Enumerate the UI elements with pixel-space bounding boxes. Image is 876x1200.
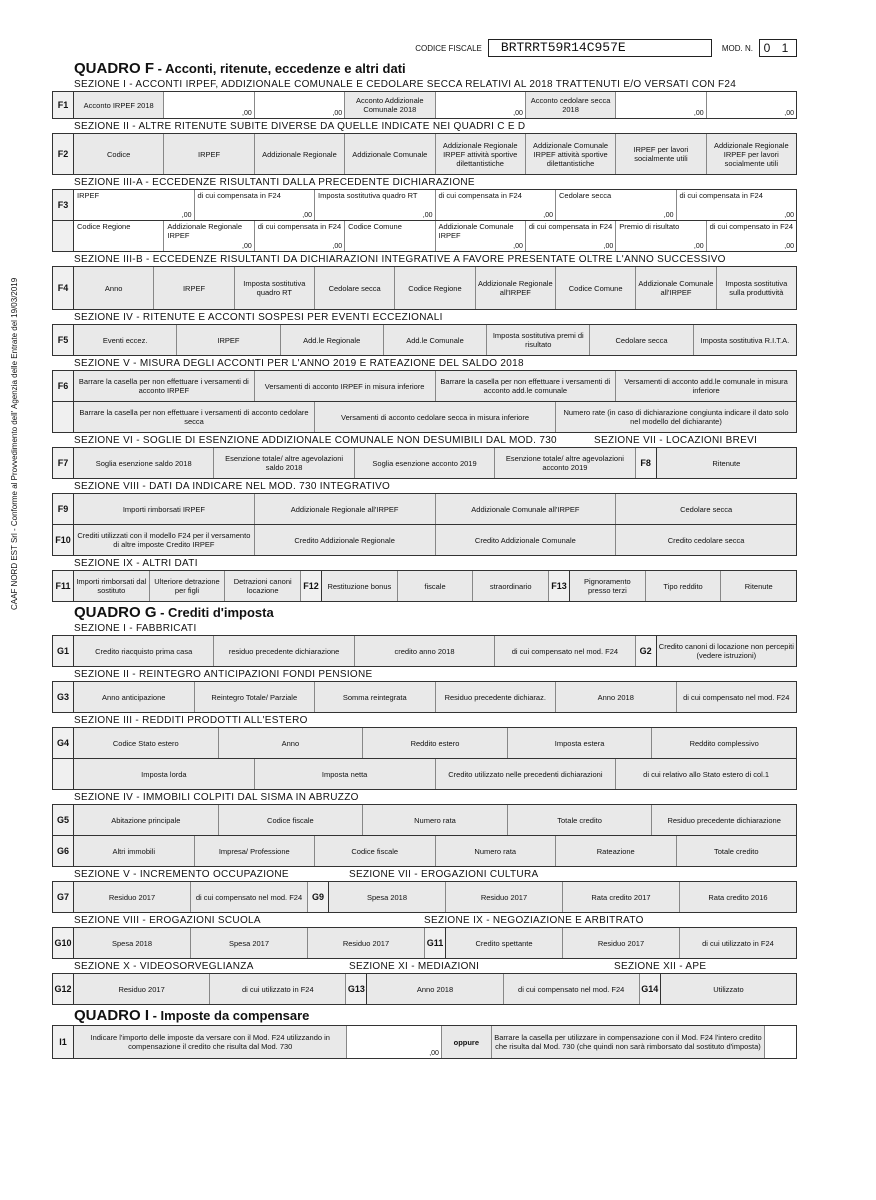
field-label: credito anno 2018: [355, 636, 495, 666]
field-label: Abitazione principale: [74, 805, 219, 835]
row-code: F8: [636, 448, 657, 478]
input-field[interactable]: [526, 221, 616, 251]
field-label: di cui utilizzato in F24: [680, 928, 796, 958]
field-label: Importi rimborsati IRPEF: [74, 494, 255, 524]
section-heading: SEZIONE X - VIDEOSORVEGLIANZA: [74, 961, 254, 972]
field-label: Addizionale Comunale all'IRPEF: [436, 494, 617, 524]
field-label: Residuo 2017: [446, 882, 563, 912]
zero-value: ,00: [422, 212, 433, 219]
row-code: G14: [640, 974, 661, 1004]
quadro-g-subtitle: - Crediti d'imposta: [156, 605, 274, 620]
section-heading: SEZIONE IV - RITENUTE E ACCONTI SOSPESI PER EVENTI ECCEZIONALI: [74, 312, 443, 323]
field-label: Addizionale Regionale all'IRPEF: [255, 494, 436, 524]
field-label: Addizionale Regionale IRPEF attività sportive dilettantistiche: [436, 134, 526, 174]
field-label: Cedolare secca: [590, 325, 693, 355]
field-label: Codice fiscale: [315, 836, 436, 866]
zero-value: ,00: [784, 243, 794, 250]
input-field[interactable]: [677, 190, 797, 220]
row-code: F11: [53, 571, 74, 601]
field-label: Detrazioni canoni locazione: [225, 571, 301, 601]
field-label: Rata credito 2017: [563, 882, 680, 912]
field-label: Imposta sostitutiva premi di risultato: [487, 325, 590, 355]
zero-value: ,00: [693, 110, 704, 117]
row-f3a: [52, 189, 797, 220]
field-label: Versamenti di acconto cedolare secca in misura inferiore: [315, 402, 556, 432]
field-label: Spesa 2017: [191, 928, 308, 958]
section-heading-pair: [74, 869, 797, 880]
row-code: F13: [549, 571, 570, 601]
section-heading: SEZIONE VII - EROGAZIONI CULTURA: [349, 869, 539, 880]
zero-value: ,00: [543, 212, 553, 219]
row-code: G13: [346, 974, 367, 1004]
field-label: Cedolare secca: [559, 191, 612, 200]
row-code: G4: [53, 728, 74, 758]
row-g10-g11: [52, 927, 797, 959]
field-label: di cui compensata in F24: [438, 191, 522, 200]
section-heading: SEZIONE III-B - ECCEDENZE RISULTANTI DA DICHIARAZIONI INTEGRATIVE A FAVORE PRESENTATE OLTRE L'ANNO SUCCESSIVO: [74, 254, 726, 265]
field-label: di cui compensata in F24: [257, 222, 342, 231]
section-heading: SEZIONE IX - ALTRI DATI: [74, 558, 198, 569]
field-label: Codice Regione: [77, 222, 131, 231]
field-label: Barrare la casella per non effettuare i versamenti di acconto add.le comunale: [436, 371, 617, 401]
zero-value: ,00: [332, 110, 343, 117]
row-code: G2: [636, 636, 657, 666]
field-label: di cui compensato nel mod. F24: [191, 882, 308, 912]
field-label: Ulteriore detrazione per figli: [150, 571, 226, 601]
row-code: F1: [53, 92, 74, 118]
field-label: Acconto Addizionale Comunale 2018: [345, 92, 435, 118]
zero-value: ,00: [784, 212, 794, 219]
row-code: G5: [53, 805, 74, 835]
section-heading: SEZIONE VII - LOCAZIONI BREVI: [594, 435, 758, 446]
input-field[interactable]: [616, 92, 706, 118]
field-label: Credito spettante: [446, 928, 563, 958]
row-f5: [52, 324, 797, 356]
field-label: Residuo precedente dichiarazione: [652, 805, 796, 835]
field-label: Restituzione bonus: [322, 571, 398, 601]
row-code: F10: [53, 525, 74, 555]
row-f7-f8: [52, 447, 797, 479]
field-label: Addizionale Comunale IRPEF attività sportive dilettantistiche: [526, 134, 616, 174]
row-code: I1: [53, 1026, 74, 1058]
input-field[interactable]: [707, 221, 796, 251]
input-field[interactable]: [616, 221, 706, 251]
field-label: Codice: [74, 134, 164, 174]
row-code: F7: [53, 448, 74, 478]
row-g7-g9: [52, 881, 797, 913]
field-label: IRPEF: [77, 191, 100, 200]
input-field[interactable]: [315, 190, 436, 220]
quadro-g-code: QUADRO G: [74, 604, 157, 621]
section-heading: SEZIONE XI - MEDIAZIONI: [349, 961, 480, 972]
field-label: di cui compensata in F24: [528, 222, 613, 231]
section-heading: SEZIONE VI - SOGLIE DI ESENZIONE ADDIZIONALE COMUNALE NON DESUMIBILI DAL MOD. 730: [74, 435, 557, 446]
field-label: Cedolare secca: [315, 267, 395, 309]
field-label: IRPEF per lavori socialmente utili: [616, 134, 706, 174]
field-label: Cedolare secca: [616, 494, 796, 524]
field-label: Impresa/ Professione: [195, 836, 316, 866]
field-label: Imposta sostitutiva sulla produttività: [717, 267, 796, 309]
input-field[interactable]: [556, 190, 677, 220]
field-label: Imposta lorda: [74, 759, 255, 789]
zero-value: ,00: [663, 212, 674, 219]
quadro-i-title: [74, 1007, 797, 1024]
section-heading: SEZIONE V - MISURA DEGLI ACCONTI PER L'ANNO 2019 E RATEAZIONE DEL SALDO 2018: [74, 358, 524, 369]
mod-number-field[interactable]: 0 1: [759, 39, 797, 57]
row-f11-f13: [52, 570, 797, 602]
field-label: Credito utilizzato nelle precedenti dichiarazioni: [436, 759, 617, 789]
zero-value: ,00: [513, 110, 523, 117]
field-label: IRPEF: [177, 325, 280, 355]
mod-label: MOD. N.: [721, 43, 753, 53]
row-f1: [52, 91, 797, 119]
section-heading: SEZIONE II - ALTRE RITENUTE SUBITE DIVERSE DA QUELLE INDICATE NEI QUADRI C E D: [74, 121, 526, 132]
field-label: Reddito complessivo: [652, 728, 796, 758]
section-heading-pair: [74, 915, 797, 926]
field-label: di cui compensato nel mod. F24: [504, 974, 640, 1004]
form-page: [52, 38, 797, 1059]
field-label: Reddito estero: [363, 728, 508, 758]
checkbox[interactable]: [765, 1026, 796, 1058]
row-i1: [52, 1025, 797, 1059]
field-label: Addizionale Comunale all'IRPEF: [636, 267, 716, 309]
field-label: Addizionale Comunale: [345, 134, 435, 174]
field-label: Eventi eccez.: [74, 325, 177, 355]
field-label: Somma reintegrata: [315, 682, 436, 712]
row-code: G3: [53, 682, 74, 712]
field-label: Add.le Comunale: [384, 325, 487, 355]
field-label: IRPEF: [164, 134, 254, 174]
field-label: Codice Stato estero: [74, 728, 219, 758]
input-field[interactable]: [707, 92, 796, 118]
row-g6: [52, 835, 797, 867]
zero-value: ,00: [181, 212, 192, 219]
section-heading: SEZIONE II - REINTEGRO ANTICIPAZIONI FONDI PENSIONE: [74, 669, 373, 680]
section-heading: SEZIONE VIII - EROGAZIONI SCUOLA: [74, 915, 261, 926]
field-label: Anno 2018: [367, 974, 503, 1004]
field-label: Rateazione: [556, 836, 677, 866]
field-label: Imposta sostitutiva R.I.T.A.: [694, 325, 796, 355]
row-code: F2: [53, 134, 74, 174]
field-label: di cui compensato in F24: [709, 222, 794, 231]
field-label: IRPEF: [154, 267, 234, 309]
input-field[interactable]: [436, 92, 526, 118]
field-label: di cui utilizzato in F24: [210, 974, 346, 1004]
side-note: CAAF NORD EST Srl - Conforme al Provvedimento dell' Agenzia delle Entrate del 19/03/2019: [10, 277, 19, 610]
section-heading: SEZIONE V - INCREMENTO OCCUPAZIONE: [74, 869, 289, 880]
section-heading: SEZIONE I - ACCONTI IRPEF, ADDIZIONALE COMUNALE E CEDOLARE SECCA RELATIVI AL 2018 TRATTENUTI E/O VERSATI CON F24: [74, 79, 737, 90]
row-code: F12: [301, 571, 322, 601]
zero-value: ,00: [302, 212, 312, 219]
field-label: oppure: [442, 1026, 492, 1058]
row-g4a: [52, 727, 797, 758]
header-row: [52, 38, 797, 58]
field-label: Addizionale Comunale IRPEF: [438, 222, 514, 240]
zero-value: ,00: [242, 243, 252, 250]
section-heading: SEZIONE IV - IMMOBILI COLPITI DAL SISMA IN ABRUZZO: [74, 792, 359, 803]
quadro-f-title: [74, 60, 797, 77]
field-label: Soglia esenzione saldo 2018: [74, 448, 214, 478]
row-code: G11: [425, 928, 446, 958]
section-heading: SEZIONE VIII - DATI DA INDICARE NEL MOD. 730 INTEGRATIVO: [74, 481, 391, 492]
row-code: F6: [53, 371, 74, 401]
field-label: Numero rate (in caso di dichiarazione congiunta indicare il dato solo nel modello del dichiarante): [556, 402, 796, 432]
field-label: Crediti utilizzati con il modello F24 per il versamento di altre imposte Credito IRPEF: [74, 525, 255, 555]
field-label: Numero rata: [363, 805, 508, 835]
input-field[interactable]: [436, 221, 526, 251]
row-code: F9: [53, 494, 74, 524]
field-label: di cui compensata in F24: [679, 191, 763, 200]
field-label: Imposta estera: [508, 728, 653, 758]
field-label: Numero rata: [436, 836, 557, 866]
row-g12-g14: [52, 973, 797, 1005]
section-heading: SEZIONE III - REDDITI PRODOTTI ALL'ESTERO: [74, 715, 308, 726]
field-label: Credito canoni di locazione non percepiti (vedere istruzioni): [657, 636, 796, 666]
input-field[interactable]: [345, 221, 435, 251]
field-label: Reintegro Totale/ Parziale: [195, 682, 316, 712]
zero-value: ,00: [332, 243, 343, 250]
field-label: Esenzione totale/ altre agevolazioni saldo 2018: [214, 448, 354, 478]
field-label: Indicare l'importo delle imposte da versare con il Mod. F24 utilizzando in compensazione il credito che risulta dal Mod. 730: [74, 1026, 347, 1058]
field-label: Altri immobili: [74, 836, 195, 866]
row-code: G9: [308, 882, 329, 912]
field-label: di cui compensata in F24: [197, 191, 281, 200]
row-f2: [52, 133, 797, 175]
row-code: [53, 221, 74, 251]
input-field[interactable]: [255, 221, 345, 251]
field-label: di cui relativo allo Stato estero di col.1: [616, 759, 796, 789]
zero-value: ,00: [784, 110, 794, 117]
row-code: G6: [53, 836, 74, 866]
field-label: Residuo 2017: [74, 882, 191, 912]
row-f9: [52, 493, 797, 524]
field-label: Addizionale Regionale IRPEF per lavori socialmente utili: [707, 134, 796, 174]
row-g1-g2: [52, 635, 797, 667]
input-field[interactable]: [74, 190, 195, 220]
field-label: Spesa 2018: [74, 928, 191, 958]
field-label: Addizionale Regionale IRPEF: [167, 222, 243, 240]
field-label: Addizionale Regionale: [255, 134, 345, 174]
field-label: Residuo precedente dichiaraz.: [436, 682, 557, 712]
field-label: Acconto IRPEF 2018: [74, 92, 164, 118]
field-label: Importi rimborsati dal sostituto: [74, 571, 150, 601]
field-label: fiscale: [398, 571, 474, 601]
zero-value: ,00: [693, 243, 704, 250]
field-label: Codice Comune: [348, 222, 402, 231]
zero-value: ,00: [513, 243, 523, 250]
field-label: Imposta netta: [255, 759, 436, 789]
field-label: di cui compensato nel mod. F24: [677, 682, 797, 712]
field-label: Anno anticipazione: [74, 682, 195, 712]
field-label: Barrare la casella per non effettuare i versamenti di acconto cedolare secca: [74, 402, 315, 432]
field-label: Credito Addizionale Comunale: [436, 525, 617, 555]
field-label: Residuo 2017: [308, 928, 425, 958]
section-heading: SEZIONE III-A - ECCEDENZE RISULTANTI DALLA PRECEDENTE DICHIARAZIONE: [74, 177, 475, 188]
section-heading: SEZIONE XII - APE: [614, 961, 707, 972]
row-code: [53, 402, 74, 432]
row-code: F3: [53, 190, 74, 220]
row-code: F4: [53, 267, 74, 309]
input-field[interactable]: [195, 190, 316, 220]
field-label: Credito riacquisto prima casa: [74, 636, 214, 666]
field-label: Rata credito 2016: [680, 882, 796, 912]
field-label: Pignoramento presso terzi: [570, 571, 646, 601]
section-heading: SEZIONE IX - NEGOZIAZIONE E ARBITRATO: [424, 915, 644, 926]
zero-value: ,00: [242, 110, 252, 117]
field-label: Codice Regione: [395, 267, 475, 309]
row-code: G12: [53, 974, 74, 1004]
field-label: Spesa 2018: [329, 882, 446, 912]
field-label: Codice Comune: [556, 267, 636, 309]
input-field[interactable]: [74, 221, 164, 251]
row-code: G10: [53, 928, 74, 958]
quadro-f-code: QUADRO F: [74, 60, 154, 77]
row-f4: [52, 266, 797, 310]
field-label: Imposta sostitutiva quadro RT: [235, 267, 315, 309]
row-f10: [52, 524, 797, 556]
field-label: Codice fiscale: [219, 805, 364, 835]
quadro-g-title: [74, 604, 797, 621]
field-label: Residuo 2017: [74, 974, 210, 1004]
field-label: Add.le Regionale: [281, 325, 384, 355]
row-f6b: [52, 401, 797, 433]
field-label: Barrare la casella per utilizzare in compensazione con il Mod. F24 l'intero credito che risulta dal Mod. 730 (che quindi non sarà rimborsato dal sostituto d'imposta): [492, 1026, 765, 1058]
field-label: Ritenute: [657, 448, 796, 478]
section-heading-pair: [74, 435, 797, 446]
field-label: Soglia esenzione acconto 2019: [355, 448, 495, 478]
zero-value: ,00: [429, 1050, 439, 1057]
field-label: di cui compensato nel mod. F24: [495, 636, 635, 666]
section-heading: SEZIONE I - FABBRICATI: [74, 623, 197, 634]
field-label: Barrare la casella per non effettuare i versamenti di acconto IRPEF: [74, 371, 255, 401]
row-g3: [52, 681, 797, 713]
row-g4b: [52, 758, 797, 790]
quadro-i-code: QUADRO I: [74, 1007, 149, 1024]
quadro-i-subtitle: - Imposte da compensare: [149, 1008, 310, 1023]
field-label: Anno 2018: [556, 682, 677, 712]
input-field[interactable]: [164, 221, 254, 251]
row-code: [53, 759, 74, 789]
row-f6a: [52, 370, 797, 401]
input-field[interactable]: [164, 92, 254, 118]
quadro-f-subtitle: - Acconti, ritenute, eccedenze e altri dati: [154, 61, 406, 76]
field-label: Credito cedolare secca: [616, 525, 796, 555]
field-label: Acconto cedolare secca 2018: [526, 92, 616, 118]
row-code: F5: [53, 325, 74, 355]
field-label: Tipo reddito: [646, 571, 722, 601]
field-label: Utilizzato: [661, 974, 796, 1004]
input-field[interactable]: [255, 92, 345, 118]
codice-fiscale-field[interactable]: BRTRRT59R14C957E: [488, 39, 712, 57]
field-label: Imposta sostitutiva quadro RT: [318, 191, 418, 200]
field-label: straordinario: [473, 571, 549, 601]
field-label: Premio di risultato: [619, 222, 680, 231]
field-label: Totale credito: [508, 805, 653, 835]
field-label: Residuo 2017: [563, 928, 680, 958]
row-code: G7: [53, 882, 74, 912]
field-label: Ritenute: [721, 571, 796, 601]
row-g5: [52, 804, 797, 835]
field-label: Credito Addizionale Regionale: [255, 525, 436, 555]
row-f3b: [52, 220, 797, 252]
field-label: Anno: [74, 267, 154, 309]
zero-value: ,00: [603, 243, 614, 250]
field-label: Esenzione totale/ altre agevolazioni acconto 2019: [495, 448, 635, 478]
field-label: residuo precedente dichiarazione: [214, 636, 354, 666]
codice-fiscale-label: CODICE FISCALE: [415, 43, 482, 53]
section-heading-pair: [74, 961, 797, 972]
field-label: Versamenti di acconto IRPEF in misura inferiore: [255, 371, 436, 401]
field-label: Anno: [219, 728, 364, 758]
field-label: Addizionale Regionale all'IRPEF: [476, 267, 556, 309]
field-label: Versamenti di acconto add.le comunale in misura inferiore: [616, 371, 796, 401]
input-field[interactable]: [347, 1026, 441, 1058]
field-label: Totale credito: [677, 836, 797, 866]
row-code: G1: [53, 636, 74, 666]
input-field[interactable]: [436, 190, 557, 220]
